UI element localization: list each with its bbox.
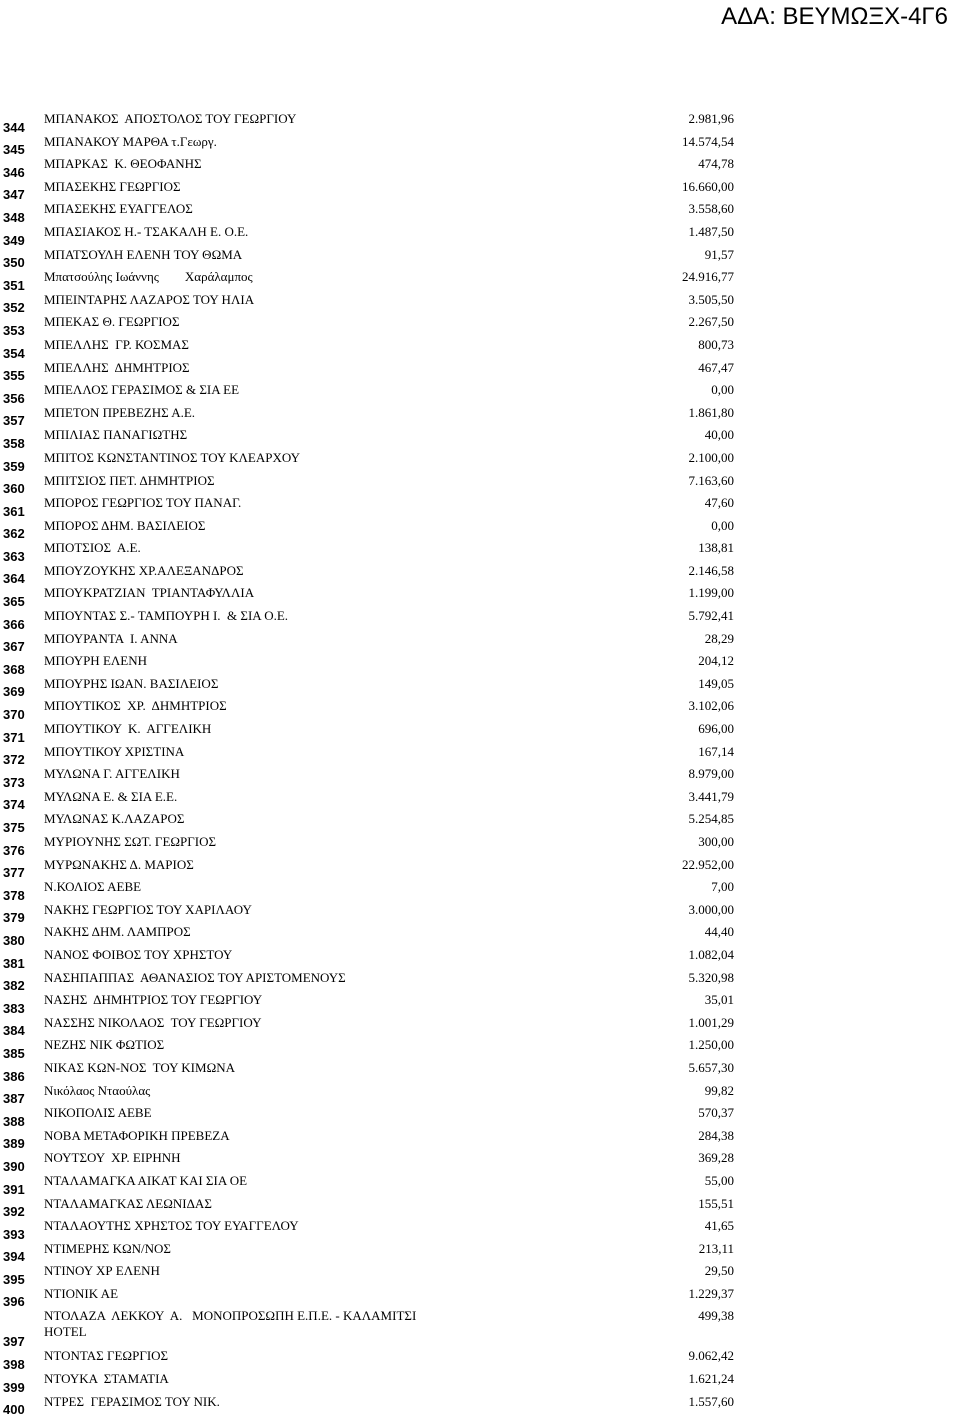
amount: 1.082,04: [688, 946, 734, 962]
table-row: [0, 605, 960, 632]
beneficiary-name: ΜΥΛΩΝΑΣ Κ.ΛΑΖΑΡΟΣ: [44, 811, 185, 827]
table-row: [0, 221, 960, 248]
amount: 2.100,00: [688, 449, 734, 465]
table-row: [0, 537, 960, 564]
row-number: 370: [3, 707, 25, 723]
row-number: 353: [3, 322, 25, 338]
beneficiary-name: ΜΥΡΙΟΥΝΗΣ ΣΩΤ. ΓΕΩΡΓΙΟΣ: [44, 834, 217, 849]
amount: 1.621,24: [688, 1371, 734, 1387]
amount: 14.574,54: [682, 133, 734, 149]
amount: 35,01: [704, 992, 734, 1008]
table-row: [0, 1238, 960, 1265]
table-row: [0, 402, 960, 429]
table-row: [0, 311, 960, 338]
row-number: 400: [3, 1402, 25, 1417]
row-number: 375: [3, 820, 25, 835]
amount: 5.254,85: [688, 811, 734, 827]
table-row: [0, 718, 960, 745]
table-row: [0, 854, 960, 881]
table-row: [0, 831, 960, 858]
amount: 9.062,42: [688, 1348, 734, 1364]
table-row: [0, 582, 960, 610]
amount: 40,00: [704, 427, 734, 443]
beneficiary-name: ΜΠΟΥΚΡΑΤΖΙΑΝ ΤΡΙΑΝΤΑΦΥΛΛΙΑ: [44, 585, 255, 601]
table-row: [0, 470, 960, 497]
amount: 55,00: [704, 1172, 734, 1188]
table-row: [0, 108, 960, 135]
table-row: [0, 673, 960, 700]
amount: 2.267,50: [688, 314, 734, 330]
amount: 1.250,00: [688, 1037, 734, 1053]
table-row: [0, 899, 960, 926]
table-row: [0, 921, 960, 948]
row-number: 389: [3, 1136, 25, 1152]
row-number: 373: [3, 774, 25, 790]
beneficiary-name: ΜΠΕΛΛΗΣ ΔΗΜΗΤΡΙΟΣ: [44, 359, 190, 375]
amount: 7,00: [711, 879, 734, 895]
beneficiary-name: ΝΤΑΛΑΟΥΤΗΣ ΧΡΗΣΤΟΣ ΤΟΥ ΕΥΑΓΓΕΛΟΥ: [44, 1218, 299, 1234]
row-number: 348: [3, 209, 25, 225]
row-number: 377: [3, 865, 25, 881]
row-number: 393: [3, 1226, 25, 1242]
row-number: 394: [3, 1249, 25, 1265]
table-row: [0, 1260, 960, 1287]
beneficiary-name: ΜΠΟΤΣΙΟΣ Α.Ε.: [44, 540, 141, 556]
amount: 2.981,96: [688, 111, 734, 126]
amount: 138,81: [698, 540, 734, 556]
amount: 1.861,80: [688, 404, 734, 420]
table-row: [0, 153, 960, 180]
beneficiary-name: ΝΑΣΣΗΣ ΝΙΚΟΛΑΟΣ ΤΟΥ ΓΕΩΡΓΙΟΥ: [44, 1014, 262, 1030]
row-number: 397: [3, 1334, 25, 1350]
amount: 28,29: [704, 630, 734, 646]
row-number: 395: [3, 1271, 25, 1287]
row-number: 369: [3, 684, 25, 700]
beneficiary-name: ΜΠΕΙΝΤΑΡΗΣ ΛΑΖΑΡΟΣ ΤΟΥ ΗΛΙΑ: [44, 291, 255, 307]
row-number: 345: [3, 142, 25, 158]
ada-code: ΑΔΑ: ΒΕΥΜΩΞΧ-4Γ6: [721, 3, 948, 30]
row-number: 388: [3, 1113, 25, 1129]
table-row: [0, 266, 960, 293]
amount: 29,50: [704, 1263, 734, 1279]
amount: 800,73: [698, 336, 734, 352]
row-number: 368: [3, 661, 25, 677]
amount: 300,00: [698, 834, 734, 849]
amount: 3.505,50: [688, 291, 734, 307]
row-number: 384: [3, 1023, 25, 1039]
beneficiary-name: ΝΤΙΜΕΡΗΣ ΚΩΝ/ΝΟΣ: [44, 1240, 171, 1256]
beneficiary-name: ΝΙΚΑΣ ΚΩΝ-ΝΟΣ ΤΟΥ ΚΙΜΩΝΑ: [44, 1059, 236, 1075]
beneficiary-name: ΜΠΑΝΑΚΟΥ ΜΑΡΘΑ τ.Γεωργ.: [44, 133, 217, 149]
row-number: 356: [3, 390, 25, 406]
row-number: 362: [3, 526, 25, 542]
row-number: 350: [3, 255, 25, 271]
row-number: 376: [3, 842, 25, 858]
row-number: 361: [3, 503, 25, 519]
beneficiary-name: ΜΠΕΛΛΗΣ ΓΡ. ΚΟΣΜΑΣ: [44, 336, 189, 352]
amount: 0,00: [711, 382, 734, 398]
amount: 3.558,60: [688, 201, 734, 217]
amount: 213,11: [698, 1240, 734, 1256]
row-number: 398: [3, 1357, 25, 1373]
beneficiary-name: ΜΠΟΥΖΟΥΚΗΣ ΧΡ.ΑΛΕΞΑΝΔΡΟΣ: [44, 562, 244, 578]
amount: 167,14: [698, 743, 734, 759]
beneficiary-name: ΝΤΟΥΚΑ ΣΤΑΜΑΤΙΑ: [44, 1371, 169, 1387]
table-row: [0, 289, 960, 316]
table-row: [0, 334, 960, 361]
table-row: [0, 1102, 960, 1129]
row-number: 399: [3, 1379, 25, 1395]
table-row: [0, 1368, 960, 1395]
amount: 5.657,30: [688, 1059, 734, 1075]
table-row: [0, 244, 960, 271]
table-row: [0, 424, 960, 451]
table-row: [0, 357, 960, 384]
table-row: [0, 1012, 960, 1039]
row-number: 387: [3, 1091, 25, 1107]
row-number: 344: [3, 119, 25, 135]
amount: 7.163,60: [688, 472, 734, 488]
amount: 41,65: [704, 1218, 734, 1234]
table-row: [0, 967, 960, 994]
amount: 1.199,00: [688, 585, 734, 601]
beneficiary-name: ΜΥΛΩΝΑ Ε. & ΣΙΑ Ε.Ε.: [44, 788, 178, 804]
row-number: 367: [3, 639, 25, 655]
row-number: 349: [3, 232, 25, 248]
row-number: 366: [3, 616, 25, 632]
amount: 22.952,00: [682, 856, 734, 872]
amount: 47,60: [704, 495, 734, 511]
row-number: 360: [3, 481, 25, 497]
amount: 2.146,58: [688, 562, 734, 578]
beneficiary-name: ΜΠΑΤΣΟΥΛΗ ΕΛΕΝΗ ΤΟΥ ΘΩΜΑ: [44, 246, 243, 262]
beneficiary-name: ΝΤΑΛΑΜΑΓΚΑΣ ΛΕΩΝΙΔΑΣ: [44, 1195, 212, 1211]
amount: 99,82: [704, 1082, 734, 1098]
beneficiary-name: Νικόλαος Νταούλας: [44, 1082, 151, 1098]
beneficiary-name: ΝΑΝΟΣ ΦΟΙΒΟΣ ΤΟΥ ΧΡΗΣΤΟΥ: [44, 946, 233, 962]
beneficiary-name: Μπατσούλης Ιωάννης Χαράλαμπος: [44, 269, 253, 285]
table-row: [0, 198, 960, 225]
beneficiary-name: ΝΤΟΝΤΑΣ ΓΕΩΡΓΙΟΣ: [44, 1348, 169, 1364]
row-number: 346: [3, 164, 25, 180]
amount: 570,37: [698, 1105, 734, 1121]
beneficiary-name: ΜΠΟΡΟΣ ΓΕΩΡΓΙΟΣ ΤΟΥ ΠΑΝΑΓ.: [44, 495, 242, 511]
amount: 3.441,79: [688, 788, 734, 804]
table-row: [0, 492, 960, 519]
beneficiary-name: ΜΠΟΥΡΗΣ ΙΩΑΝ. ΒΑΣΙΛΕΙΟΣ: [44, 675, 219, 691]
table-row: [0, 1080, 960, 1107]
row-number: 396: [3, 1294, 25, 1310]
amount: 8.979,00: [688, 766, 734, 782]
beneficiary-name: ΝΑΣΗΠΑΠΠΑΣ ΑΘΑΝΑΣΙΟΣ ΤΟΥ ΑΡΙΣΤΟΜΕΝΟΥΣ: [44, 969, 346, 985]
row-number: 379: [3, 910, 25, 926]
table-row: [0, 1125, 960, 1152]
amount: 1.487,50: [688, 223, 734, 239]
beneficiary-name: ΜΠΑΣΕΚΗΣ ΕΥΑΓΓΕΛΟΣ: [44, 201, 193, 217]
amount: 1.001,29: [688, 1014, 734, 1030]
amount: 0,00: [711, 517, 734, 533]
row-number: 380: [3, 932, 25, 948]
beneficiary-name: ΜΠΕΛΛΟΣ ΓΕΡΑΣΙΜΟΣ & ΣΙΑ ΕΕ: [44, 382, 240, 398]
table-row: [0, 628, 960, 655]
table-row: [0, 1034, 960, 1061]
table-row: [0, 763, 960, 790]
table-row: [0, 1345, 960, 1373]
beneficiary-name: ΝΑΚΗΣ ΓΕΩΡΓΙΟΣ ΤΟΥ ΧΑΡΙΛΑΟΥ: [44, 901, 252, 917]
beneficiary-name: ΜΠΙΤΟΣ ΚΩΝΣΤΑΝΤΙΝΟΣ ΤΟΥ ΚΛΕΑΡΧΟΥ: [44, 449, 300, 465]
beneficiary-name: ΜΠΑΣΙΑΚΟΣ Η.- ΤΣΑΚΑΛΗ Ε. Ο.Ε.: [44, 223, 249, 239]
beneficiary-name: ΝΙΚΟΠΟΛΙΣ ΑΕΒΕ: [44, 1105, 152, 1121]
beneficiary-name: ΝΕΖΗΣ ΝΙΚ ΦΩΤΙΟΣ: [44, 1037, 165, 1053]
row-number: 392: [3, 1204, 25, 1220]
beneficiary-name: ΜΠΟΥΡΑΝΤΑ Ι. ΑΝΝΑ: [44, 630, 178, 646]
beneficiary-name: ΜΠΕΚΑΣ Θ. ΓΕΩΡΓΙΟΣ: [44, 314, 180, 330]
amount: 1.557,60: [688, 1393, 734, 1409]
table-row: [0, 944, 960, 971]
table-row: [0, 560, 960, 587]
row-number: 354: [3, 345, 25, 361]
beneficiary-name: ΜΠΟΥΡΗ ΕΛΕΝΗ: [44, 653, 148, 669]
beneficiary-name: Ν.ΚΟΛΙΟΣ ΑΕΒΕ: [44, 879, 142, 895]
beneficiary-name: ΜΠΙΛΙΑΣ ΠΑΝΑΓΙΩΤΗΣ: [44, 427, 188, 443]
row-number: 386: [3, 1068, 25, 1084]
beneficiary-name: ΝΟΥΤΣΟΥ ΧΡ. ΕΙΡΗΝΗ: [44, 1150, 181, 1166]
beneficiary-name: ΜΠΑΝΑΚΟΣ ΑΠΟΣΤΟΛΟΣ ΤΟΥ ΓΕΩΡΓΙΟΥ: [44, 111, 297, 126]
row-number: 391: [3, 1181, 25, 1197]
beneficiary-name: ΝΤΙΝΟΥ ΧΡ ΕΛΕΝΗ: [44, 1263, 160, 1279]
beneficiary-name: ΜΠΟΥΝΤΑΣ Σ.- ΤΑΜΠΟΥΡΗ Ι. & ΣΙΑ Ο.Ε.: [44, 608, 289, 624]
row-number: 359: [3, 458, 25, 474]
beneficiary-name: ΝΟΒΑ ΜΕΤΑΦΟΡΙΚΗ ΠΡΕΒΕΖΑ: [44, 1127, 230, 1143]
table-row: [0, 1147, 960, 1174]
table-row: [0, 695, 960, 723]
row-number: 383: [3, 1000, 25, 1016]
amount: 16.660,00: [682, 178, 734, 194]
amount: 44,40: [704, 924, 734, 940]
beneficiary-name: ΝΑΣΗΣ ΔΗΜΗΤΡΙΟΣ ΤΟΥ ΓΕΩΡΓΙΟΥ: [44, 992, 263, 1008]
table-row: [0, 1170, 960, 1197]
amount: 284,38: [698, 1127, 734, 1143]
table-row: [0, 650, 960, 677]
row-number: 390: [3, 1158, 25, 1174]
beneficiary-name: ΜΠΟΥΤΙΚΟΥ Κ. ΑΓΓΕΛΙΚΗ: [44, 721, 212, 737]
amount: 1.229,37: [688, 1285, 734, 1301]
table-row: [0, 379, 960, 406]
row-number: 347: [3, 187, 25, 203]
row-number: 365: [3, 594, 25, 610]
amount: 696,00: [698, 721, 734, 737]
row-number: 358: [3, 435, 25, 451]
beneficiary-name: ΜΠΟΡΟΣ ΔΗΜ. ΒΑΣΙΛΕΙΟΣ: [44, 517, 206, 533]
beneficiary-name: ΝΑΚΗΣ ΔΗΜ. ΛΑΜΠΡΟΣ: [44, 924, 191, 940]
table-row: [0, 176, 960, 203]
beneficiary-name: ΜΠΑΡΚΑΣ Κ. ΘΕΟΦΑΝΗΣ: [44, 156, 202, 172]
amount: 467,47: [698, 359, 734, 375]
amount: 155,51: [698, 1195, 734, 1211]
table-row: [0, 447, 960, 474]
amount: 3.102,06: [688, 698, 734, 714]
row-number: 355: [3, 368, 25, 384]
table-row: [0, 989, 960, 1016]
table-row: [0, 1391, 960, 1417]
amount: 24.916,77: [682, 269, 734, 285]
amount: 3.000,00: [688, 901, 734, 917]
table-row: [0, 1057, 960, 1084]
row-number: 352: [3, 300, 25, 316]
amount: 474,78: [698, 156, 734, 172]
row-number: 385: [3, 1045, 25, 1061]
beneficiary-name: ΜΠΙΤΣΙΟΣ ΠΕΤ. ΔΗΜΗΤΡΙΟΣ: [44, 472, 215, 488]
amount: 499,38: [698, 1308, 734, 1324]
amount: 369,28: [698, 1150, 734, 1166]
amount: 149,05: [698, 675, 734, 691]
table-row: [0, 131, 960, 158]
beneficiary-name: ΝΤΡΕΣ ΓΕΡΑΣΙΜΟΣ ΤΟΥ ΝΙΚ.: [44, 1393, 220, 1409]
table-row: [0, 1305, 960, 1350]
beneficiary-name: ΜΥΛΩΝΑ Γ. ΑΓΓΕΛΙΚΗ: [44, 766, 180, 782]
row-number: 351: [3, 277, 25, 293]
beneficiary-name: ΜΠΑΣΕΚΗΣ ΓΕΩΡΓΙΟΣ: [44, 178, 181, 194]
amount: 5.792,41: [688, 608, 734, 624]
row-number: 382: [3, 978, 25, 994]
beneficiary-name: ΜΠΕΤΟΝ ΠΡΕΒΕΖΗΣ Α.Ε.: [44, 404, 196, 420]
table-row: [0, 876, 960, 903]
table-row: [0, 808, 960, 835]
table-row: [0, 1193, 960, 1220]
table-row: [0, 1283, 960, 1310]
beneficiary-name: ΝΤΙΟΝΙΚ ΑΕ: [44, 1285, 119, 1301]
row-number: 381: [3, 955, 25, 971]
row-number: 374: [3, 797, 25, 813]
row-number: 364: [3, 571, 25, 587]
beneficiary-name: ΝΤΑΛΑΜΑΓΚΑ ΑΙΚΑΤ ΚΑΙ ΣΙΑ ΟΕ: [44, 1172, 248, 1188]
row-number: 371: [3, 729, 25, 745]
beneficiary-name: ΜΠΟΥΤΙΚΟΣ ΧΡ. ΔΗΜΗΤΡΙΟΣ: [44, 698, 227, 714]
amount: 91,57: [704, 246, 734, 262]
row-number: 363: [3, 548, 25, 564]
beneficiary-name: ΜΠΟΥΤΙΚΟΥ ΧΡΙΣΤΙΝΑ: [44, 743, 185, 759]
table-row: [0, 786, 960, 813]
amount: 5.320,98: [688, 969, 734, 985]
amount: 204,12: [698, 653, 734, 669]
table-row: [0, 1215, 960, 1242]
row-number: 378: [3, 887, 25, 903]
table-row: [0, 741, 960, 768]
beneficiary-name: ΝΤΟΛΑΖΑ ΛΕΚΚΟΥ Α. ΜΟΝΟΠΡΟΣΩΠΗ Ε.Π.Ε. - ΚΑΛΑΜΙΤΣΙ HOTEL: [44, 1308, 417, 1340]
table-row: [0, 515, 960, 542]
beneficiary-name: ΜΥΡΩΝΑΚΗΣ Δ. ΜΑΡΙΟΣ: [44, 856, 194, 872]
row-number: 372: [3, 752, 25, 768]
row-number: 357: [3, 413, 25, 429]
beneficiary-table: [0, 108, 960, 1417]
